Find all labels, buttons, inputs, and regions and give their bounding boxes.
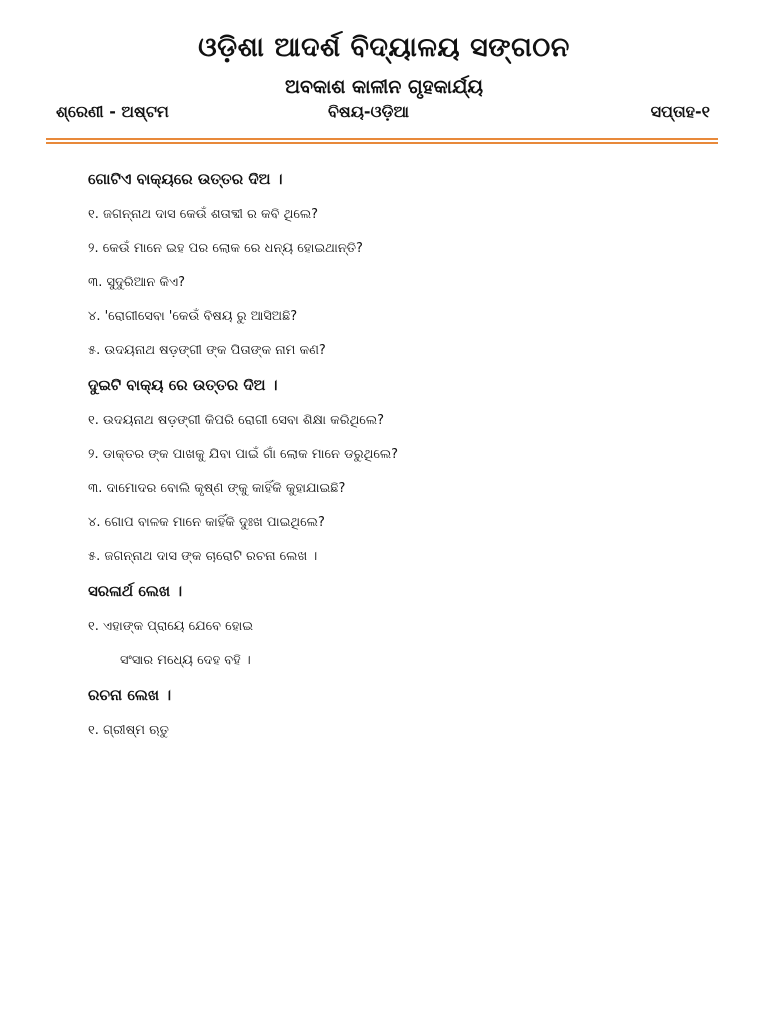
- question-item: ୪. ଗୋପ ବାଳକ ମାନେ କାହିଁକି ଦୁଃଖ ପାଇଥିଲେ?: [88, 515, 325, 530]
- subject-label: ବିଷୟ-ଓଡ଼ିଆ: [328, 102, 409, 121]
- question-item: ୫. ଜଗନ୍ନାଥ ଦାସ ଙ୍କ ଚାରୋଟି ରଚନା ଲେଖ ।: [88, 549, 318, 564]
- section-heading: ସରଳାର୍ଥ ଲେଖ ।: [88, 582, 183, 600]
- worksheet-content: [88, 166, 708, 752]
- section-heading: ରଚନା ଲେଖ ।: [88, 686, 172, 704]
- info-row: [56, 102, 710, 126]
- question-item: ୪. 'ରୋଗୀସେବା 'କେଉଁ ବିଷୟ ରୁ ଆସିଅଛି?: [88, 309, 298, 324]
- question-item: ୨. ଡାକ୍ତର ଙ୍କ ପାଖକୁ ଯିବା ପାଇଁ ଗାଁ ଲୋକ ମାନେ ଡରୁଥିଲେ?: [88, 447, 399, 462]
- class-label: ଶ୍ରେଣୀ - ଅଷ୍ଟମ: [56, 102, 169, 121]
- section-simple-meaning: [88, 578, 708, 678]
- question-item: ୫. ଉଦୟନାଥ ଷଡ଼ଙ୍ଗୀ ଙ୍କ ପିତାଙ୍କ ନାମ କଣ?: [88, 343, 326, 358]
- question-item-continuation: ସଂସାର ମଧ୍ୟେ ଦେହ ବହି ।: [120, 653, 251, 668]
- question-item: ୧. ଗ୍ରୀଷ୍ମ ଋତୁ: [88, 723, 169, 738]
- section-heading: ଗୋଟିଏ ବାକ୍ୟରେ ଉତ୍ତର ଦିଅ ।: [88, 170, 283, 188]
- page-title: ଓଡ଼ିଶା ଆଦର୍ଶ ବିଦ୍ୟାଳୟ ସଙ୍ଗଠନ: [198, 32, 570, 63]
- question-item: ୧. ଉଦୟନାଥ ଷଡ଼ଙ୍ଗୀ କିପରି ରୋଗୀ ସେବା ଶିକ୍ଷା କରିଥିଲେ?: [88, 413, 385, 428]
- question-item: ୧. ଏହାଙ୍କ ପ୍ରାୟେ ଯେବେ ହୋଇ: [88, 619, 254, 634]
- section-essay: [88, 682, 708, 748]
- question-item: ୧. ଜଗନ୍ନାଥ ଦାସ କେଉଁ ଶତାବ୍ଦୀ ର କବି ଥିଲେ?: [88, 207, 319, 222]
- page-subtitle: ଅବକାଶ କାଳୀନ ଗୃହକାର୍ଯ୍ୟ: [284, 76, 484, 98]
- question-item: ୩. ସୁଦୁରିଆନ କିଏ?: [88, 275, 186, 290]
- question-item: ୩. ଦାମୋଦର ବୋଲି କୃଷ୍ଣ ଙ୍କୁ କାହିଁକି କୁହାଯାଇଛି?: [88, 481, 346, 496]
- week-label: ସପ୍ତାହ-୧: [650, 102, 710, 121]
- question-item: ୨. କେଉଁ ମାନେ ଇହ ପର ଲୋକ ରେ ଧନ୍ୟ ହୋଇଥାନ୍ତି?: [88, 241, 363, 256]
- section-heading: ଦୁଇଟି ବାକ୍ୟ ରେ ଉତ୍ତର ଦିଅ ।: [88, 376, 278, 394]
- section-two-sentence: [88, 372, 708, 574]
- section-one-sentence: [88, 166, 708, 368]
- header-divider: [46, 138, 718, 144]
